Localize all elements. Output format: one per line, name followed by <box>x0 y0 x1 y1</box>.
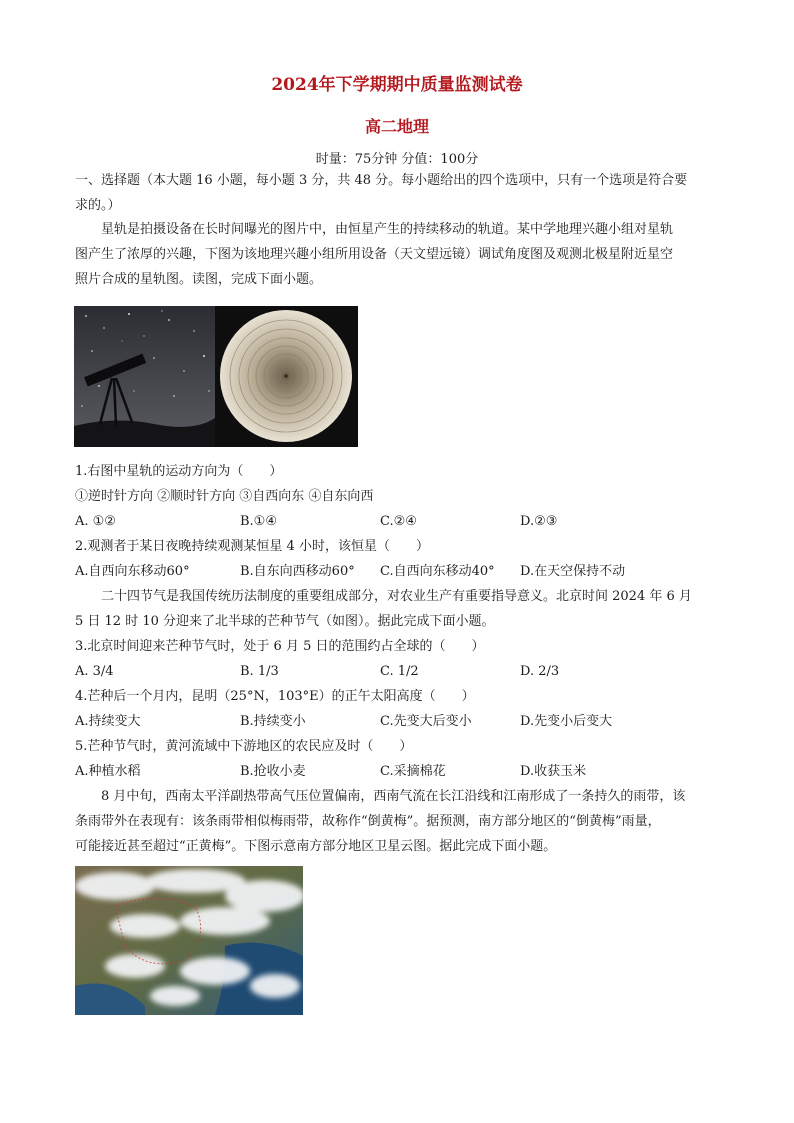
question-5-option-c: C.采摘棉花 <box>380 764 446 779</box>
passage1-line1: 星轨是拍摄设备在长时间曝光的图片中，由恒星产生的持续移动的轨道。某中学地理兴趣小组对星轨 <box>101 222 674 237</box>
section-instructions-line2: 求的。） <box>75 198 121 213</box>
question-4-stem: 4.芒种后一个月内，昆明（25°N，103°E）的正午太阳高度（ ） <box>75 689 475 704</box>
exam-meta: 时量：75分钟 分值：100分 <box>315 152 479 167</box>
question-5-option-a: A.种植水稻 <box>75 764 141 779</box>
question-4-option-b: B.持续变小 <box>240 714 306 729</box>
passage1-line2: 图产生了浓厚的兴趣，下图为该地理兴趣小组所用设备（天文望远镜）调试角度图及观测北极星附近星空 <box>75 247 674 262</box>
question-1-option-d: D.②③ <box>520 514 558 529</box>
question-2-option-b: B.自东向西移动60° <box>240 564 355 579</box>
passage2-line2: 5 日 12 时 10 分迎来了北半球的芒种节气（如图）。据此完成下面小题。 <box>75 614 495 629</box>
question-4-option-a: A.持续变大 <box>75 714 141 729</box>
question-1-option-b: B.①④ <box>240 514 277 529</box>
question-1-option-a: A. ①② <box>75 514 116 529</box>
satellite-cloud-image <box>75 866 303 1015</box>
question-3-option-d: D. 2/3 <box>520 664 560 679</box>
question-1-stem: 1.右图中星轨的运动方向为（ ） <box>75 464 283 479</box>
section-instructions-line1: 一、选择题（本大题 16 小题，每小题 3 分，共 48 分。每小题给出的四个选项中，只有一个选项是符合要 <box>75 173 688 188</box>
question-5-option-d: D.收获玉米 <box>520 764 587 779</box>
question-2-option-d: D.在天空保持不动 <box>520 564 626 579</box>
passage3-line3: 可能接近甚至超过“正黄梅”。下图示意南方部分地区卫星云图。据此完成下面小题。 <box>75 839 557 854</box>
exam-title: 2024年下学期期中质量监测试卷 <box>271 75 523 95</box>
question-3-option-a: A. 3/4 <box>75 664 114 679</box>
question-4-option-d: D.先变小后变大 <box>520 714 613 729</box>
question-4-option-c: C.先变大后变小 <box>380 714 472 729</box>
question-3-stem: 3.北京时间迎来芒种节气时，处于 6 月 5 日的范围约占全球的（ ） <box>75 639 485 654</box>
question-5-stem: 5.芒种节气时，黄河流域中下游地区的农民应及时（ ） <box>75 739 413 754</box>
question-2-option-c: C.自西向东移动40° <box>380 564 495 579</box>
question-2-stem: 2.观测者于某日夜晚持续观测某恒星 4 小时，该恒星（ ） <box>75 539 429 554</box>
star-trail-figure <box>74 306 358 447</box>
question-5-option-b: B.抢收小麦 <box>240 764 306 779</box>
passage1-line3: 照片合成的星轨图。读图，完成下面小题。 <box>75 272 323 287</box>
question-1-option-c: C.②④ <box>380 514 417 529</box>
question-1-choices: ①逆时针方向 ②顺时针方向 ③自西向东 ④自东向西 <box>75 489 374 504</box>
question-2-option-a: A.自西向东移动60° <box>75 564 190 579</box>
passage3-line1: 8 月中旬，西南太平洋副热带高气压位置偏南，西南气流在长江沿线和江南形成了一条持久的雨带，该 <box>101 789 686 804</box>
question-3-option-b: B. 1/3 <box>240 664 279 679</box>
passage2-line1: 二十四节气是我国传统历法制度的重要组成部分，对农业生产有重要指导意义。北京时间 2024 年 6 月 <box>101 589 692 604</box>
exam-subject: 高二地理 <box>364 117 429 136</box>
question-3-option-c: C. 1/2 <box>380 664 419 679</box>
passage3-line2: 条雨带外在表现有：该条雨带相似梅雨带，故称作“倒黄梅”。据预测，南方部分地区的“倒黄梅”雨量， <box>75 814 661 829</box>
